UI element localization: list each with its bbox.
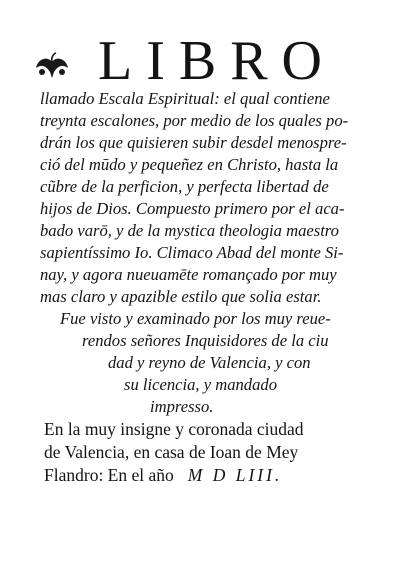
title-description [40, 88, 390, 418]
imprint [44, 418, 384, 487]
imprint-line [44, 464, 384, 487]
text-line: drán los que quisieren subir desdel menospre- [40, 133, 347, 152]
text-line: cũbre de la perficion, y perfecta libertad de [40, 177, 329, 196]
imprint-line: de Valencia, en casa de Ioan de Mey [44, 442, 299, 462]
text-line: hijos de Dios. Compuesto primero por el aca- [40, 199, 345, 218]
title-heading [30, 30, 390, 92]
publication-year: M D LIII. [187, 465, 283, 485]
text-line: sapientíssimo Io. Climaco Abad del monte Si- [40, 243, 344, 262]
approval-line: impresso. [150, 397, 214, 416]
approval-line: dad y reyno de Valencia, y con [108, 353, 311, 372]
page-title: LIBRO [98, 30, 336, 92]
imprint-place: Flandro: En el año [44, 465, 174, 485]
text-line: nay, y agora nueuamēte romançado por muy [40, 265, 337, 284]
approval-line: su licencia, y mandado [124, 375, 277, 394]
text-line: bado varō, y de la mystica theologia maestro [40, 221, 339, 240]
approval-line: Fue visto y examinado por los muy reue- [60, 309, 331, 328]
text-line: ció del mūdo y pequeñez en Christo, hasta la [40, 155, 339, 174]
approval-line: rendos señores Inquisidores de la ciu [82, 331, 329, 350]
text-line: llamado Escala Espiritual: el qual contiene [40, 89, 330, 108]
fleuron-icon [32, 50, 72, 82]
imprint-line: En la muy insigne y coronada ciudad [44, 419, 304, 439]
text-line: treynta escalones, por medio de los quales po- [40, 111, 349, 130]
text-line: mas claro y apazible estilo que solia estar. [40, 287, 322, 306]
